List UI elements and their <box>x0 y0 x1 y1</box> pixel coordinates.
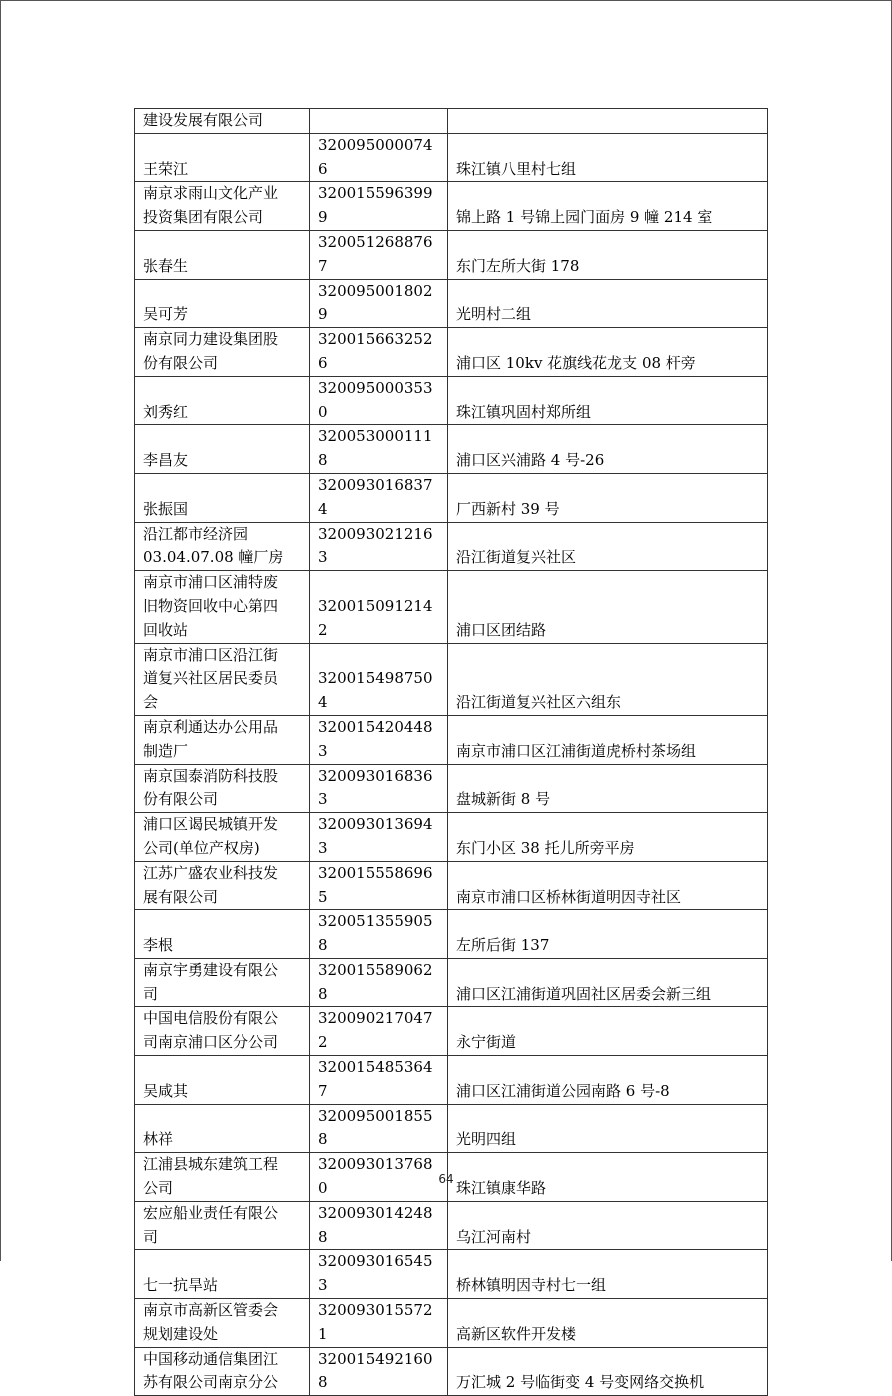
name-cell: 宏应船业责任有限公 司 <box>135 1201 310 1250</box>
name-cell: 刘秀红 <box>135 376 310 425</box>
address-cell: 永宁街道 <box>448 1007 768 1056</box>
page-number: 64 <box>438 1172 454 1186</box>
table-row <box>135 958 768 1007</box>
name-cell: 南京市浦口区沿江街 道复兴社区居民委员 会 <box>135 643 310 715</box>
address-cell: 高新区软件开发楼 <box>448 1299 768 1348</box>
name-cell: 中国移动通信集团江 苏有限公司南京分公 <box>135 1347 310 1396</box>
code-cell: 3200154921608 <box>310 1347 448 1396</box>
address-cell: 浦口区 10kv 花旗线花龙支 08 杆旁 <box>448 328 768 377</box>
name-cell: 吴咸其 <box>135 1056 310 1105</box>
name-cell: 南京市高新区管委会 规划建设处 <box>135 1299 310 1348</box>
name-cell: 江浦县城东建筑工程 公司 <box>135 1153 310 1202</box>
records-table <box>134 108 768 1396</box>
code-cell: 3200950018029 <box>310 279 448 328</box>
address-cell: 东门小区 38 托儿所旁平房 <box>448 813 768 862</box>
code-cell: 3200530001118 <box>310 425 448 474</box>
table-row <box>135 861 768 910</box>
code-cell: 3200930168363 <box>310 764 448 813</box>
address-cell: 左所后街 137 <box>448 910 768 959</box>
table-row <box>135 1250 768 1299</box>
table-row <box>135 1299 768 1348</box>
address-cell: 锦上路 1 号锦上园门面房 9 幢 214 室 <box>448 182 768 231</box>
name-cell: 李根 <box>135 910 310 959</box>
name-cell: 沿江都市经济园 03.04.07.08 幢厂房 <box>135 522 310 571</box>
address-cell: 乌江河南村 <box>448 1201 768 1250</box>
table-row <box>135 328 768 377</box>
code-cell: 3200513559058 <box>310 910 448 959</box>
address-cell: 珠江镇巩固村郑所组 <box>448 376 768 425</box>
address-cell: 浦口区兴浦路 4 号-26 <box>448 425 768 474</box>
name-cell: 南京国泰消防科技股 份有限公司 <box>135 764 310 813</box>
name-cell: 张振国 <box>135 473 310 522</box>
code-cell: 3200154204483 <box>310 715 448 764</box>
name-cell: 江苏广盛农业科技发 展有限公司 <box>135 861 310 910</box>
address-cell: 南京市浦口区桥林街道明因寺社区 <box>448 861 768 910</box>
name-cell: 南京宇勇建设有限公 司 <box>135 958 310 1007</box>
address-cell: 厂西新村 39 号 <box>448 473 768 522</box>
address-cell: 南京市浦口区江浦街道虎桥村茶场组 <box>448 715 768 764</box>
code-cell: 3200930137680 <box>310 1153 448 1202</box>
code-cell: 3200930212163 <box>310 522 448 571</box>
name-cell: 张春生 <box>135 230 310 279</box>
code-cell: 3200950003530 <box>310 376 448 425</box>
table-row <box>135 1104 768 1153</box>
code-cell: 3200155586965 <box>310 861 448 910</box>
records-table-body <box>135 109 768 1396</box>
table-row <box>135 133 768 182</box>
code-cell: 3200512688767 <box>310 230 448 279</box>
code-cell: 3200154987504 <box>310 643 448 715</box>
name-cell: 中国电信股份有限公 司南京浦口区分公司 <box>135 1007 310 1056</box>
code-cell: 3200930168374 <box>310 473 448 522</box>
name-cell: 建设发展有限公司 <box>135 109 310 134</box>
name-cell: 南京市浦口区浦特废 旧物资回收中心第四 回收站 <box>135 571 310 643</box>
table-row <box>135 279 768 328</box>
code-cell: 3200950000746 <box>310 133 448 182</box>
code-cell: 3200154853647 <box>310 1056 448 1105</box>
name-cell: 南京求雨山文化产业 投资集团有限公司 <box>135 182 310 231</box>
code-cell: 3200930165453 <box>310 1250 448 1299</box>
address-cell: 珠江镇康华路 <box>448 1153 768 1202</box>
table-row <box>135 1056 768 1105</box>
code-cell: 3200930155721 <box>310 1299 448 1348</box>
table-row <box>135 473 768 522</box>
table-row <box>135 1201 768 1250</box>
table-row <box>135 230 768 279</box>
address-cell: 沿江街道复兴社区 <box>448 522 768 571</box>
name-cell: 南京利通达办公用品 制造厂 <box>135 715 310 764</box>
code-cell: 3200155963999 <box>310 182 448 231</box>
table-row <box>135 643 768 715</box>
table-row <box>135 910 768 959</box>
address-cell: 万汇城 2 号临街变 4 号变网络交换机 <box>448 1347 768 1396</box>
address-cell: 光明四组 <box>448 1104 768 1153</box>
address-cell: 浦口区江浦街道巩固社区居委会新三组 <box>448 958 768 1007</box>
name-cell: 七一抗旱站 <box>135 1250 310 1299</box>
address-cell: 浦口区团结路 <box>448 571 768 643</box>
code-cell: 3200930142488 <box>310 1201 448 1250</box>
name-cell: 吴可芳 <box>135 279 310 328</box>
name-cell: 浦口区谒民城镇开发 公司(单位产权房) <box>135 813 310 862</box>
table-row <box>135 376 768 425</box>
table-row <box>135 764 768 813</box>
address-cell: 光明村二组 <box>448 279 768 328</box>
code-cell: 3200950018558 <box>310 1104 448 1153</box>
table-row <box>135 1007 768 1056</box>
name-cell: 林祥 <box>135 1104 310 1153</box>
table-row <box>135 182 768 231</box>
name-cell: 李昌友 <box>135 425 310 474</box>
table-row <box>135 425 768 474</box>
table-row <box>135 522 768 571</box>
code-cell: 3200155890628 <box>310 958 448 1007</box>
table-row <box>135 715 768 764</box>
code-cell: 3200156632526 <box>310 328 448 377</box>
code-cell: 3200150912142 <box>310 571 448 643</box>
table-row <box>135 109 768 134</box>
address-cell: 浦口区江浦街道公园南路 6 号-8 <box>448 1056 768 1105</box>
address-cell: 盘城新街 8 号 <box>448 764 768 813</box>
code-cell: 3200902170472 <box>310 1007 448 1056</box>
address-cell: 珠江镇八里村七组 <box>448 133 768 182</box>
address-cell: 桥林镇明因寺村七一组 <box>448 1250 768 1299</box>
table-row <box>135 813 768 862</box>
name-cell: 王荣江 <box>135 133 310 182</box>
code-cell: 3200930136943 <box>310 813 448 862</box>
code-cell <box>310 109 448 134</box>
address-cell: 沿江街道复兴社区六组东 <box>448 643 768 715</box>
table-row <box>135 1347 768 1396</box>
table-row <box>135 571 768 643</box>
address-cell <box>448 109 768 134</box>
name-cell: 南京同力建设集团股 份有限公司 <box>135 328 310 377</box>
address-cell: 东门左所大街 178 <box>448 230 768 279</box>
